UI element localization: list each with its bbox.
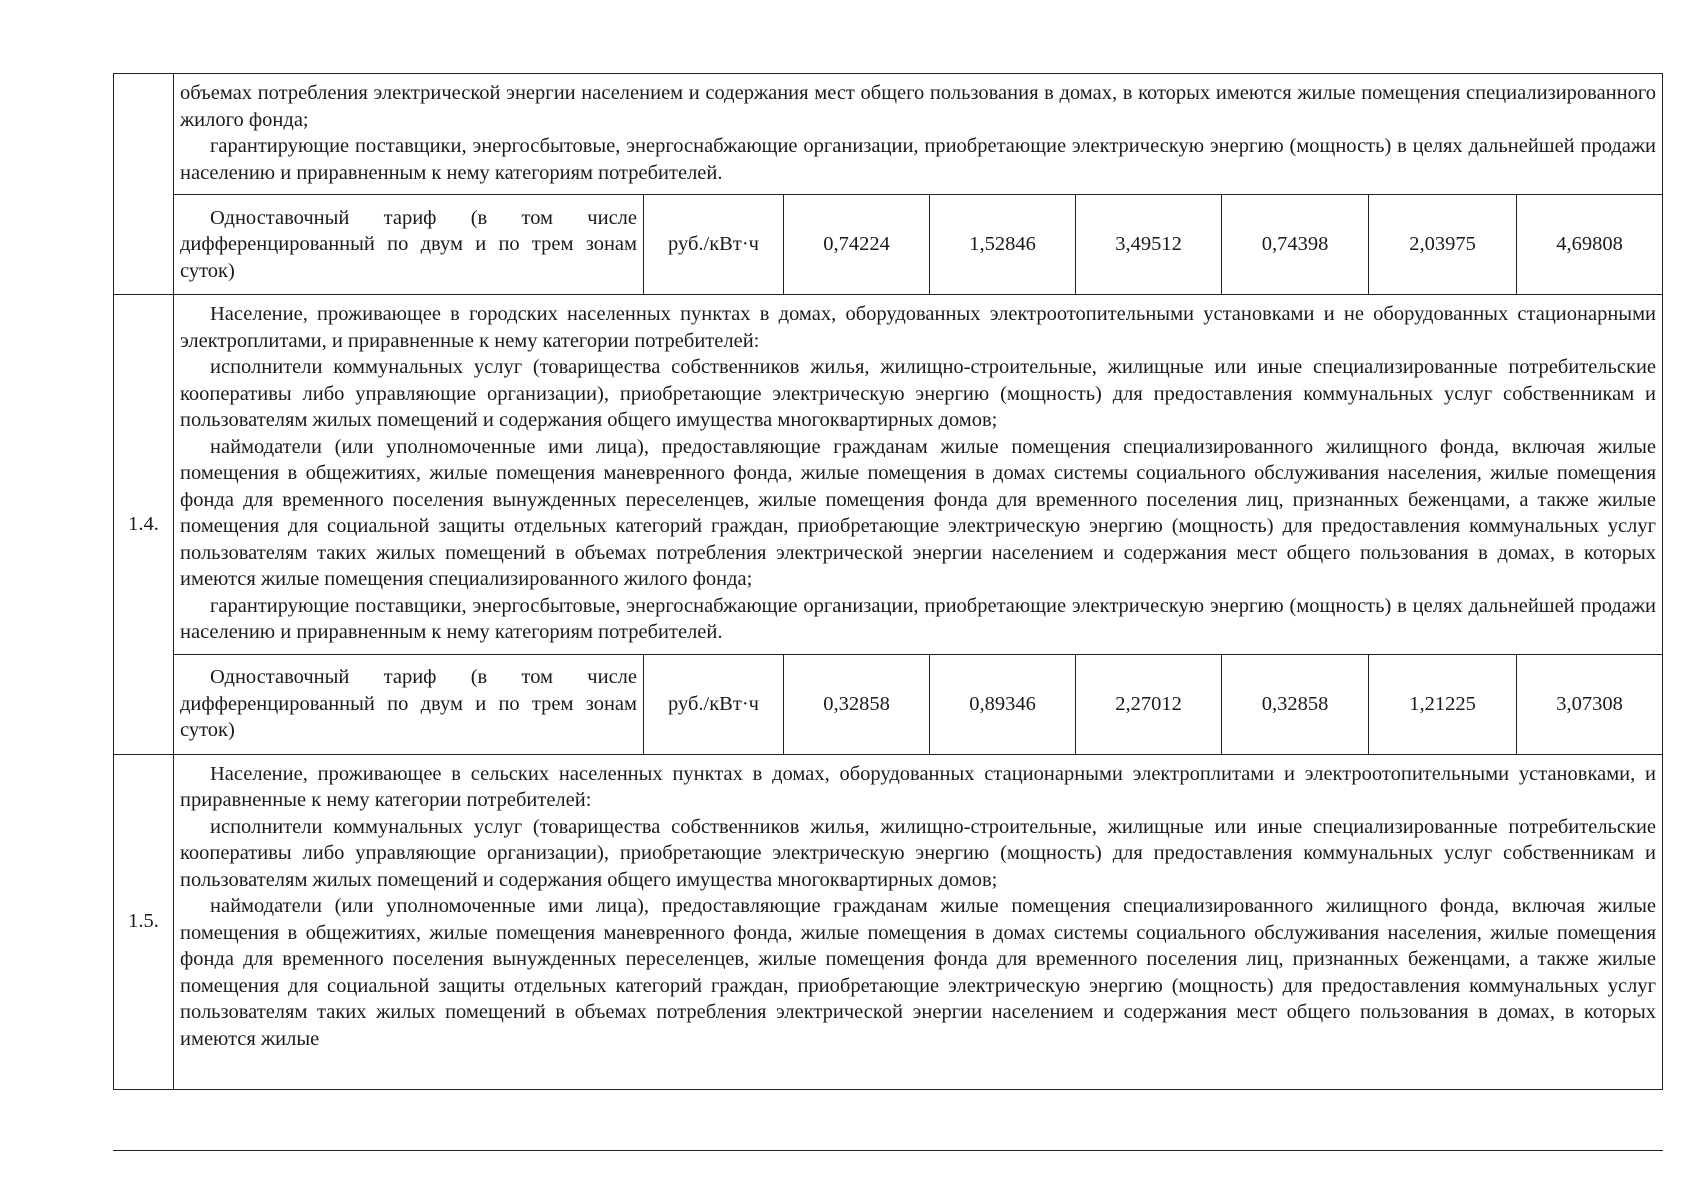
tariff-value: 1,21225 <box>1369 654 1517 754</box>
tariff-unit: руб./кВт·ч <box>644 195 784 295</box>
tariff-value: 0,89346 <box>930 654 1076 754</box>
paragraph: исполнители коммунальных услуг (товарищества собственников жилья, жилищно-строительные, жилищные или иные специализированные потребительские кооперативы либо управляющие организации), приобретающие электрическую энергию (мощность) для предоставления коммунальных услуг собственникам и пользователям жилых помещений и содержания общего имущества многоквартирных домов; <box>180 815 1657 891</box>
tariff-value: 0,74224 <box>784 195 930 295</box>
row-number <box>114 74 174 295</box>
tariff-value: 3,49512 <box>1076 195 1222 295</box>
tariff-table <box>113 73 1663 1090</box>
tariff-value: 0,32858 <box>784 654 930 754</box>
table-row <box>114 74 1663 195</box>
paragraph: гарантирующие поставщики, энергосбытовые, энергоснабжающие организации, приобретающие электрическую энергию (мощность) в целях дальнейшей продажи населению и приравненным к нему категориям потребителей. <box>180 135 1657 184</box>
paragraph: наймодатели (или уполномоченные ими лица), предоставляющие гражданам жилые помещения специализированного жилищного фонда, включая жилые помещения в общежитиях, жилые помещения маневренного фонда, жилые помещения в домах системы социального обслуживания населения, жилые помещения фонда для временного поселения вынужденных переселенцев, жилые помещения фонда для временного поселения лиц, признанных беженцами, а также жилые помещения для социальной защиты отдельных категорий граждан, приобретающие электрическую энергию (мощность) для предоставления коммунальных услуг пользователям таких жилых помещений в объемах потребления электрической энергии населением и содержания мест общего пользования в домах, в которых имеются жилые <box>180 895 1657 1050</box>
category-description <box>174 74 1663 195</box>
tariff-value: 0,74398 <box>1222 195 1369 295</box>
tariff-value: 3,07308 <box>1517 654 1663 754</box>
tariff-row <box>114 654 1663 754</box>
table-row <box>114 295 1663 655</box>
table-row <box>114 754 1663 1089</box>
tariff-label: Одноставочный тариф (в том числе дифференцированный по двум и по трем зонам суток) <box>174 195 644 295</box>
tariff-label: Одноставочный тариф (в том числе дифференцированный по двум и по трем зонам суток) <box>174 654 644 754</box>
tariff-value: 2,03975 <box>1369 195 1517 295</box>
row-number: 1.4. <box>114 295 174 755</box>
page-bottom-margin <box>0 1152 1688 1200</box>
category-description <box>174 295 1663 655</box>
tariff-value: 0,32858 <box>1222 654 1369 754</box>
row-number: 1.5. <box>114 754 174 1089</box>
category-description <box>174 754 1663 1089</box>
tariff-row <box>114 195 1663 295</box>
paragraph: Население, проживающее в городских населенных пунктах в домах, оборудованных электроотопительными установками и не оборудованных стационарными электроплитами, и приравненные к нему категории потребителей: <box>180 303 1657 352</box>
paragraph: наймодатели (или уполномоченные ими лица), предоставляющие гражданам жилые помещения специализированного жилищного фонда, включая жилые помещения в общежитиях, жилые помещения маневренного фонда, жилые помещения в домах системы социального обслуживания населения, жилые помещения фонда для временного поселения вынужденных переселенцев, жилые помещения фонда для временного поселения лиц, признанных беженцами, а также жилые помещения для социальной защиты отдельных категорий граждан, приобретающие электрическую энергию (мощность) для предоставления коммунальных услуг пользователям таких жилых помещений в объемах потребления электрической энергии населением и содержания мест общего пользования в домах, в которых имеются жилые помещения специализированного жилого фонда; <box>180 435 1657 590</box>
tariff-value: 1,52846 <box>930 195 1076 295</box>
paragraph: исполнители коммунальных услуг (товарищества собственников жилья, жилищно-строительные, жилищные или иные специализированные потребительские кооперативы либо управляющие организации), приобретающие электрическую энергию (мощность) для предоставления коммунальных услуг собственникам и пользователям жилых помещений и содержания общего имущества многоквартирных домов; <box>180 356 1657 431</box>
paragraph: объемах потребления электрической энергии населением и содержания мест общего пользования в домах, в которых имеются жилые помещения специализированного жилого фонда; <box>180 82 1657 131</box>
paragraph: Население, проживающее в сельских населенных пунктах в домах, оборудованных стационарными электроплитами и электроотопительными установками, и приравненные к нему категории потребителей: <box>180 762 1657 811</box>
table-bottom-border <box>113 1150 1663 1151</box>
tariff-value: 2,27012 <box>1076 654 1222 754</box>
paragraph: гарантирующие поставщики, энергосбытовые, энергоснабжающие организации, приобретающие электрическую энергию (мощность) в целях дальнейшей продажи населению и приравненным к нему категориям потребителей. <box>180 594 1657 643</box>
tariff-value: 4,69808 <box>1517 195 1663 295</box>
tariff-unit: руб./кВт·ч <box>644 654 784 754</box>
